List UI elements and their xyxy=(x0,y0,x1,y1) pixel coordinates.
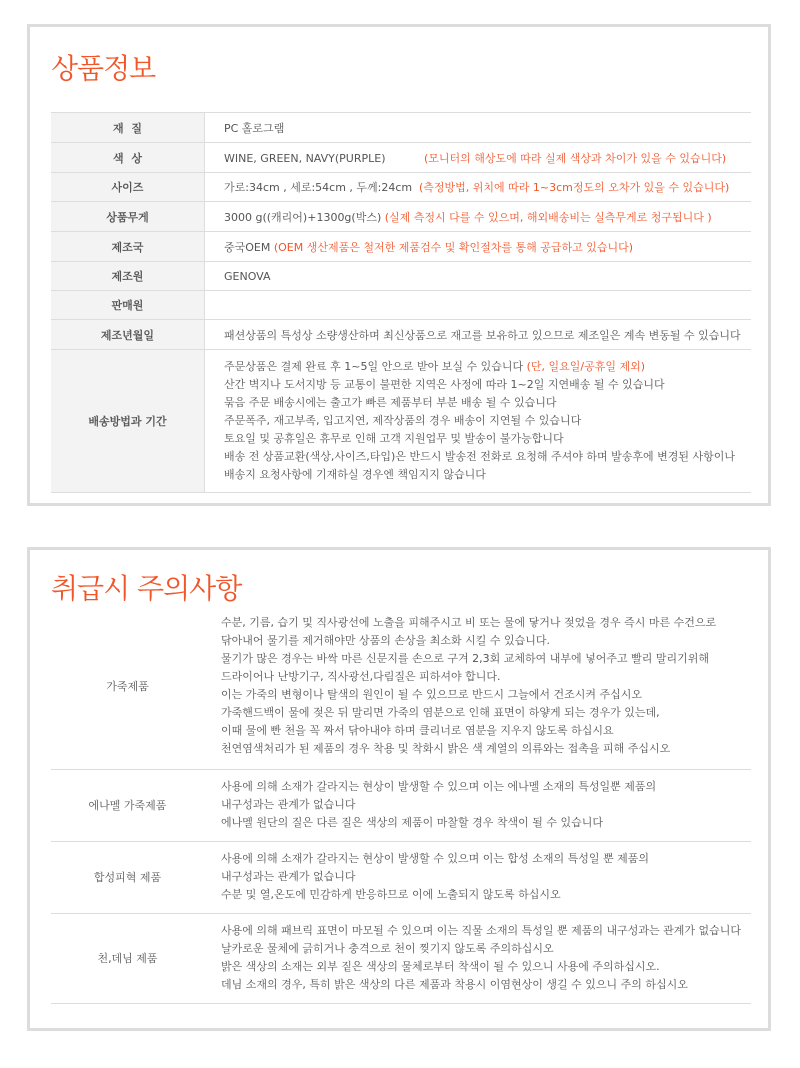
info-note: (OEM 생산제품은 철저한 제품검수 및 확인절차를 통해 공급하고 있습니다) xyxy=(273,240,634,254)
info-value: 가로:34cm , 세로:54cm , 두께:24cm (측정방법, 위치에 따라 1~3cm정도의 오차가 있을 수 있습니다) xyxy=(224,181,730,194)
info-value: PC 홀로그램 xyxy=(224,121,285,135)
info-label: 제조국 xyxy=(51,232,205,262)
care-line: 밝은 색상의 소재는 외부 짙은 색상의 물체로부터 착색이 될 수 있으니 사용에 주의하십시오. xyxy=(221,960,660,973)
care-details xyxy=(204,841,751,913)
shipping-line: 묶음 주문 배송시에는 출고가 빠른 제품부터 부분 배송 될 수 있습니다 xyxy=(224,396,557,409)
info-value xyxy=(205,291,752,320)
care-row-enamel xyxy=(51,769,751,841)
care-line: 사용에 의해 소재가 갈라지는 현상이 발생할 수 있으며 이는 에나멜 소재의 특성일뿐 제품의 xyxy=(221,780,657,793)
care-line: 닦아내어 물기를 제거해야만 상품의 손상을 최소화 시킬 수 있습니다. xyxy=(221,634,550,648)
info-row-date xyxy=(51,320,751,350)
info-value: 패션상품의 특성상 소량생산하며 최신상품으로 재고를 보유하고 있으므로 제조일은 계속 변동될 수 있습니다 xyxy=(224,328,741,342)
care-details xyxy=(204,913,751,1003)
care-line: 이는 가죽의 변형이나 탈색의 원인이 될 수 있으므로 반드시 그늘에서 건조시켜 주십시오 xyxy=(221,688,642,702)
shipping-details xyxy=(205,350,752,493)
care-label: 합성피혁 제품 xyxy=(51,841,204,913)
info-note: (측정방법, 위치에 따라 1~3cm정도의 오차가 있을 수 있습니다) xyxy=(419,181,730,194)
info-row-shipping xyxy=(51,350,751,493)
shipping-note: (단, 일요일/공휴일 제외) xyxy=(526,360,646,373)
shipping-line: 배송지 요청사항에 기재하실 경우엔 책임지지 않습니다 xyxy=(224,468,486,481)
info-note: (모니터의 해상도에 따라 실제 색상과 차이가 있을 수 있습니다) xyxy=(424,151,727,165)
care-line: 물기가 많은 경우는 바싹 마른 신문지를 손으로 구겨 2,3회 교체하여 내부에 넣어주고 빨리 말리기위해 xyxy=(221,652,709,666)
care-table xyxy=(51,604,751,1004)
info-label: 판매원 xyxy=(51,291,205,320)
info-row-material xyxy=(51,113,751,143)
info-value: WINE, GREEN, NAVY(PURPLE) (모니터의 해상도에 따라 실제 색상과 차이가 있을 수 있습니다) xyxy=(224,151,727,165)
product-info-table xyxy=(51,112,751,493)
care-details xyxy=(204,769,751,841)
care-line: 내구성과는 관계가 없습니다 xyxy=(221,870,356,883)
care-line: 사용에 의해 패브릭 표면이 마모될 수 있으며 이는 직물 소재의 특성일 뿐 제품의 내구성과는 관계가 없습니다 xyxy=(221,924,741,937)
info-label: 상품무게 xyxy=(51,202,205,232)
care-line: 데님 소재의 경우, 특히 밝은 색상의 다른 제품과 착용시 이염현상이 생길 수 있으니 주의 하십시오 xyxy=(221,978,688,991)
shipping-line: 배송 전 상품교환(색상,사이즈,타입)은 반드시 발송전 전화로 요청해 주셔야 하며 발송후에 변경된 사항이나 xyxy=(224,450,735,463)
shipping-line: 주문폭주, 재고부족, 입고지연, 제작상품의 경우 배송이 지연될 수 있습니다 xyxy=(224,414,582,427)
care-line: 이때 물에 빤 천을 꼭 짜서 닦아내야 하며 클리너로 염분을 지우지 않도록 하십시요 xyxy=(221,724,614,738)
info-value: 3000 g((캐리어)+1300g(박스) (실제 측정시 다를 수 있으며, 해외배송비는 실측무게로 청구됩니다 ) xyxy=(224,210,712,224)
shipping-line: 산간 벽지나 도서지방 등 교통이 불편한 지역은 사정에 따라 1~2일 지연배송 될 수 있습니다 xyxy=(224,378,665,391)
info-value: 중국OEM (OEM 생산제품은 철저한 제품검수 및 확인절차를 통해 공급하고 있습니다) xyxy=(224,240,634,254)
info-row-manufacturer xyxy=(51,262,751,291)
care-row-fabric xyxy=(51,913,751,1003)
info-row-seller xyxy=(51,291,751,320)
care-title: 취급시 주의사항 xyxy=(51,572,242,605)
care-row-synthetic xyxy=(51,841,751,913)
care-panel xyxy=(27,547,771,1031)
care-line: 드라이어나 난방기구, 직사광선,다림질은 피하셔야 합니다. xyxy=(221,670,501,684)
care-line: 날카로운 물체에 긁히거나 충격으로 천이 찢기지 않도록 주의하십시오 xyxy=(221,942,554,955)
info-row-weight xyxy=(51,202,751,232)
info-value: GENOVA xyxy=(224,269,271,283)
info-label: 재 질 xyxy=(51,113,205,143)
care-line: 가죽핸드백이 물에 젖은 뒤 말리면 가죽의 염분으로 인해 표면이 하얗게 되는 경우가 있는데, xyxy=(221,706,660,720)
care-line: 수분, 기름, 습기 및 직사광선에 노출을 피해주시고 비 또는 물에 닿거나 젖었을 경우 즉시 마른 수건으로 xyxy=(221,616,717,630)
info-label: 색 상 xyxy=(51,143,205,173)
product-info-panel xyxy=(27,24,771,506)
info-row-color xyxy=(51,143,751,173)
care-line: 수분 및 열,온도에 민감하게 반응하므로 이에 노출되지 않도록 하십시오 xyxy=(221,888,561,901)
info-label: 사이즈 xyxy=(51,173,205,202)
shipping-line: 주문상품은 결제 완료 후 1~5일 안으로 받아 보실 수 있습니다 (단, 일요일/공휴일 제외) xyxy=(224,360,646,373)
care-line: 내구성과는 관계가 없습니다 xyxy=(221,798,356,811)
info-row-country xyxy=(51,232,751,262)
care-label: 천,데님 제품 xyxy=(51,913,204,1003)
info-label: 배송방법과 기간 xyxy=(51,350,205,493)
care-label: 에나멜 가죽제품 xyxy=(51,769,204,841)
info-label: 제조원 xyxy=(51,262,205,291)
care-line: 사용에 의해 소재가 갈라지는 현상이 발생할 수 있으며 이는 합성 소재의 특성일 뿐 제품의 xyxy=(221,852,649,865)
care-label: 가죽제품 xyxy=(106,680,149,694)
care-details xyxy=(204,604,751,769)
info-row-size xyxy=(51,173,751,202)
info-label: 제조년월일 xyxy=(51,320,205,350)
shipping-line: 토요일 및 공휴일은 휴무로 인해 고객 지원업무 및 발송이 불가능합니다 xyxy=(224,432,564,445)
care-row-leather xyxy=(51,604,751,769)
product-info-title: 상품정보 xyxy=(51,52,156,85)
info-note: (실제 측정시 다를 수 있으며, 해외배송비는 실측무게로 청구됩니다 ) xyxy=(384,210,712,224)
care-line: 에나멜 원단의 질은 다른 질은 색상의 제품이 마찰할 경우 착색이 될 수 있습니다 xyxy=(221,816,603,829)
care-line: 천연염색처리가 된 제품의 경우 착용 및 착화시 밝은 색 계열의 의류와는 접촉을 피해 주십시오 xyxy=(221,742,671,756)
